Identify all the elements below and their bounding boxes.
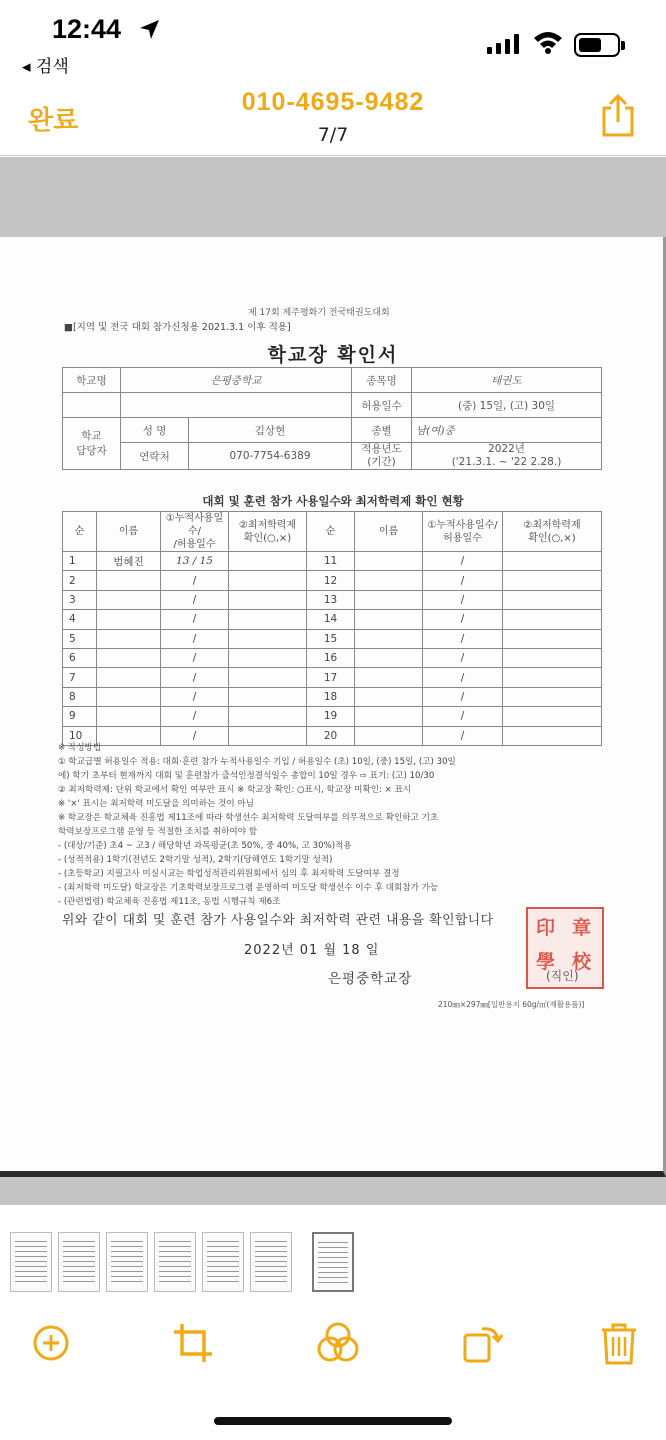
col-days-2: ①누적사용일수/ 허용일수 — [423, 512, 503, 552]
thumbnail-line — [15, 1241, 47, 1242]
row-days-2: / — [423, 648, 503, 667]
row-min-2 — [503, 590, 602, 609]
share-icon[interactable] — [598, 94, 638, 138]
thumbnail-line — [318, 1242, 348, 1243]
row-no: 8 — [63, 687, 97, 706]
page-thumbnail[interactable] — [10, 1232, 52, 1292]
row-name — [97, 687, 161, 706]
thumbnail-line — [318, 1267, 348, 1268]
thumbnail-line — [207, 1251, 239, 1252]
thumbnail-line — [255, 1281, 287, 1282]
row-name-2 — [355, 571, 423, 590]
thumbnail-line — [255, 1256, 287, 1257]
thumbnail-line — [255, 1266, 287, 1267]
row-name: 범혜진 — [97, 552, 161, 571]
row-min — [229, 687, 307, 706]
table-row — [63, 571, 602, 590]
row-min-2 — [503, 552, 602, 571]
instruction-line: ② 최저학력제: 단위 학교에서 확인 여부만 표시 ※ 학교장 확인: ○표시, 학교장 미확인: × 표시 — [58, 785, 412, 795]
instruction-line: - (초등학교) 지필고사 미실시교는 학업성적관리위원회에서 심의 후 최저학력 도달여부 결정 — [58, 869, 400, 879]
student-list-table — [62, 511, 602, 746]
instruction-line: ※ '×' 표시는 최저학력 미도달을 의미하는 것이 아님 — [58, 799, 254, 809]
row-no-2: 17 — [307, 668, 355, 687]
row-min-2 — [503, 687, 602, 706]
row-name — [97, 668, 161, 687]
row-days: / — [161, 629, 229, 648]
row-days-2: / — [423, 629, 503, 648]
thumbnail-line — [255, 1251, 287, 1252]
row-no: 10 — [63, 726, 97, 745]
table-row — [63, 552, 602, 571]
thumbnail-line — [255, 1261, 287, 1262]
navigation-bar — [0, 80, 666, 156]
col-min: ②최저학력제 확인(○,×) — [229, 512, 307, 552]
row-no: 4 — [63, 610, 97, 629]
thumbnail-line — [159, 1271, 191, 1272]
thumbnail-line — [111, 1261, 143, 1262]
principal-signature: 은평중학교장 — [328, 971, 413, 987]
school-label-cont — [63, 393, 121, 418]
thumbnail-line — [255, 1241, 287, 1242]
row-no-2: 18 — [307, 687, 355, 706]
thumbnail-line — [159, 1251, 191, 1252]
col-name: 이름 — [97, 512, 161, 552]
thumbnail-line — [15, 1256, 47, 1257]
page-thumbnail[interactable] — [154, 1232, 196, 1292]
thumbnail-line — [111, 1271, 143, 1272]
col-min-2: ②최저학력제 확인(○,×) — [503, 512, 602, 552]
page-thumbnail[interactable] — [250, 1232, 292, 1292]
page-thumbnail[interactable] — [58, 1232, 100, 1292]
thumbnail-line — [255, 1271, 287, 1272]
page-title: 010-4695-9482 — [241, 88, 425, 116]
table-row — [63, 648, 602, 667]
row-no-2: 16 — [307, 648, 355, 667]
gender-label: 종별 — [352, 418, 412, 443]
row-days-2: / — [423, 552, 503, 571]
row-no: 1 — [63, 552, 97, 571]
thumbnail-line — [63, 1251, 95, 1252]
gender-value: 남(여)중 — [412, 418, 602, 443]
status-time: 12:44 — [52, 14, 122, 44]
row-min-2 — [503, 668, 602, 687]
row-no-2: 15 — [307, 629, 355, 648]
row-min — [229, 629, 307, 648]
instruction-line: 학력보장프로그램 운영 등 적절한 조치를 취하여야 함 — [58, 827, 258, 837]
table-row — [63, 610, 602, 629]
page-thumbnail[interactable] — [106, 1232, 148, 1292]
scanned-page — [0, 237, 666, 1177]
thumbnail-line — [15, 1271, 47, 1272]
thumbnail-line — [207, 1241, 239, 1242]
confirmation-statement: 위와 같이 대회 및 훈련 참가 사용일수와 최저학력 관련 내용을 확인합니다 — [62, 913, 494, 928]
row-days: / — [161, 726, 229, 745]
row-days: 13 / 15 — [161, 552, 229, 571]
manager-label: 학교 담당자 — [63, 418, 121, 470]
instruction-line: - (대상/기준) 초4 ~ 고3 / 해당학년 과목평균(초 50%, 중 40%, 고 30%)적용 — [58, 841, 352, 851]
row-min-2 — [503, 571, 602, 590]
done-button[interactable]: 완료 — [28, 106, 79, 136]
contact-label: 연락처 — [121, 443, 189, 470]
name-label: 성 명 — [121, 418, 189, 443]
thumbnail-line — [111, 1256, 143, 1257]
row-min — [229, 648, 307, 667]
thumbnail-line — [63, 1266, 95, 1267]
row-days: / — [161, 590, 229, 609]
row-no-2: 20 — [307, 726, 355, 745]
thumbnail-line — [207, 1276, 239, 1277]
row-min-2 — [503, 707, 602, 726]
row-name-2 — [355, 610, 423, 629]
thumbnail-line — [63, 1271, 95, 1272]
official-seal-stamp: 印 章 學 校 — [526, 907, 604, 989]
row-days: / — [161, 707, 229, 726]
event-value: 태권도 — [412, 368, 602, 393]
doc-header-applicability: ■[지역 및 전국 대회 참가신청용 2021.3.1 이후 적용] — [64, 322, 291, 333]
table-row — [63, 707, 602, 726]
row-min-2 — [503, 610, 602, 629]
thumbnail-line — [159, 1281, 191, 1282]
row-no: 3 — [63, 590, 97, 609]
thumbnail-line — [159, 1261, 191, 1262]
thumbnail-line — [207, 1271, 239, 1272]
thumbnail-line — [63, 1261, 95, 1262]
school-info-table — [62, 367, 602, 470]
contact-value: 070-7754-6389 — [189, 443, 352, 470]
allowed-days-value: (중) 15일, (고) 30일 — [412, 393, 602, 418]
battery-icon — [574, 33, 620, 57]
row-min — [229, 668, 307, 687]
thumbnail-line — [207, 1261, 239, 1262]
row-name-2 — [355, 629, 423, 648]
col-no-2: 순 — [307, 512, 355, 552]
row-min — [229, 571, 307, 590]
thumbnail-line — [111, 1281, 143, 1282]
filter-icon[interactable] — [313, 1318, 363, 1368]
row-name — [97, 707, 161, 726]
row-no: 9 — [63, 707, 97, 726]
status-bar — [0, 0, 666, 80]
writing-instructions — [58, 741, 608, 909]
location-arrow-icon — [138, 18, 162, 42]
row-no: 6 — [63, 648, 97, 667]
row-days-2: / — [423, 610, 503, 629]
thumbnail-line — [15, 1281, 47, 1282]
thumbnail-line — [111, 1246, 143, 1247]
bottom-toolbar — [0, 1318, 666, 1378]
page-thumbnail-strip[interactable] — [0, 1232, 666, 1296]
table-row — [63, 629, 602, 648]
row-name-2 — [355, 552, 423, 571]
thumbnail-line — [111, 1241, 143, 1242]
name-value: 김상현 — [189, 418, 352, 443]
row-no-2: 13 — [307, 590, 355, 609]
period-value: ('21.3.1. ~ '22 2.28.) — [451, 456, 562, 468]
home-indicator[interactable] — [214, 1417, 452, 1425]
thumbnail-line — [207, 1246, 239, 1247]
row-min-2 — [503, 629, 602, 648]
thumbnail-line — [207, 1281, 239, 1282]
row-no-2: 19 — [307, 707, 355, 726]
thumbnail-line — [63, 1246, 95, 1247]
instruction-line: ① 학교급별 허용일수 적용: 대회·훈련 참가 누적사용일수 기입 / 허용일수 (초) 10일, (중) 15일, (고) 30일 — [58, 757, 456, 767]
thumbnail-line — [318, 1262, 348, 1263]
doc-header-competition: 제 17회 제주평화기 전국태권도대회 — [248, 308, 390, 318]
thumbnail-line — [15, 1251, 47, 1252]
instruction-line: ※ 학교장은 학교체육 진흥법 제11조에 따라 학생선수 최저학력 도달여부를 의무적으로 확인하고 기초 — [58, 813, 439, 823]
row-no: 7 — [63, 668, 97, 687]
row-days-2: / — [423, 571, 503, 590]
doc-title: 학교장 확인서 — [267, 344, 399, 366]
thumbnail-line — [15, 1246, 47, 1247]
crop-icon[interactable] — [168, 1318, 218, 1368]
confirmation-date: 2022년 01 월 18 일 — [244, 943, 380, 958]
instruction-line: - (관련법령) 학교체육 진흥법 제11조, 동법 시행규칙 제6조 — [58, 897, 281, 907]
thumbnail-line — [63, 1276, 95, 1277]
row-min — [229, 590, 307, 609]
rotate-icon[interactable] — [458, 1318, 508, 1368]
document-viewer[interactable] — [0, 157, 666, 1205]
row-name — [97, 610, 161, 629]
trash-icon[interactable] — [594, 1318, 644, 1368]
year-label: 적용년도 (기간) — [352, 443, 412, 470]
row-name-2 — [355, 668, 423, 687]
row-days-2: / — [423, 668, 503, 687]
page-thumbnail[interactable] — [312, 1232, 354, 1292]
table-row — [63, 687, 602, 706]
thumbnail-line — [159, 1241, 191, 1242]
thumbnail-line — [63, 1256, 95, 1257]
back-to-search-link[interactable]: ◂ 검색 — [22, 57, 69, 77]
thumbnail-line — [63, 1241, 95, 1242]
row-name — [97, 590, 161, 609]
thumbnail-line — [15, 1266, 47, 1267]
year-cell — [412, 443, 602, 470]
row-no-2: 14 — [307, 610, 355, 629]
thumbnail-line — [318, 1272, 348, 1273]
row-days: / — [161, 610, 229, 629]
row-name — [97, 648, 161, 667]
thumbnail-line — [111, 1266, 143, 1267]
allowed-days-label: 허용일수 — [352, 393, 412, 418]
seal-label: (직인) — [546, 969, 579, 983]
instruction-line: ※ 작성방법 — [58, 743, 102, 753]
thumbnail-line — [255, 1246, 287, 1247]
thumbnail-line — [318, 1282, 348, 1283]
event-label: 종목명 — [352, 368, 412, 393]
list-subtitle: 대회 및 훈련 참가 사용일수와 최저학력제 확인 현황 — [202, 494, 464, 508]
row-days: / — [161, 687, 229, 706]
thumbnail-line — [318, 1277, 348, 1278]
row-name-2 — [355, 648, 423, 667]
school-value-cont — [121, 393, 352, 418]
row-name-2 — [355, 687, 423, 706]
col-days: ①누적사용일수/ /허용일수 — [161, 512, 229, 552]
page-indicator: 7/7 — [317, 124, 349, 146]
row-no-2: 12 — [307, 571, 355, 590]
row-min — [229, 552, 307, 571]
row-min — [229, 610, 307, 629]
page-thumbnail[interactable] — [202, 1232, 244, 1292]
school-value: 은평중학교 — [121, 368, 352, 393]
row-days: / — [161, 571, 229, 590]
thumbnail-line — [111, 1251, 143, 1252]
row-no: 5 — [63, 629, 97, 648]
wifi-icon — [532, 30, 564, 54]
instruction-line: - (성적적용) 1학기(전년도 2학기말 성적), 2학기(당해연도 1학기말 성적) — [58, 855, 333, 865]
row-no: 2 — [63, 571, 97, 590]
row-name-2 — [355, 707, 423, 726]
add-icon[interactable] — [26, 1318, 76, 1368]
row-days: / — [161, 648, 229, 667]
thumbnail-line — [207, 1256, 239, 1257]
thumbnail-line — [111, 1276, 143, 1277]
year-value: 2022년 — [488, 443, 525, 455]
row-days-2: / — [423, 687, 503, 706]
row-days-2: / — [423, 707, 503, 726]
thumbnail-line — [159, 1246, 191, 1247]
list-header-row — [63, 512, 602, 552]
thumbnail-line — [318, 1247, 348, 1248]
row-name — [97, 571, 161, 590]
school-label: 학교명 — [63, 368, 121, 393]
row-days-2: / — [423, 590, 503, 609]
instruction-line: 에) 학기 초부터 현재까지 대회 및 훈련참가 출석인정결석일수 총합이 10일 경우 ⇨ 표기: (고) 10/30 — [58, 771, 435, 781]
thumbnail-line — [318, 1252, 348, 1253]
row-days: / — [161, 668, 229, 687]
thumbnail-line — [159, 1276, 191, 1277]
row-name — [97, 629, 161, 648]
col-no: 순 — [63, 512, 97, 552]
row-name-2 — [355, 590, 423, 609]
thumbnail-line — [159, 1256, 191, 1257]
row-min-2 — [503, 648, 602, 667]
paper-spec: 210㎜×297㎜[일반용지 60g/㎡(재활용품)] — [438, 1000, 585, 1009]
cellular-signal-icon — [487, 34, 521, 54]
thumbnail-line — [63, 1281, 95, 1282]
instruction-line: - (최저학력 미도달) 학교장은 기초학력보장프로그램 운영하여 미도달 학생선수 이수 후 대회참가 가능 — [58, 883, 439, 893]
row-min — [229, 707, 307, 726]
thumbnail-line — [255, 1276, 287, 1277]
thumbnail-line — [318, 1257, 348, 1258]
row-no-2: 11 — [307, 552, 355, 571]
table-row — [63, 590, 602, 609]
thumbnail-line — [15, 1261, 47, 1262]
thumbnail-line — [159, 1266, 191, 1267]
thumbnail-line — [15, 1276, 47, 1277]
col-name-2: 이름 — [355, 512, 423, 552]
thumbnail-line — [207, 1266, 239, 1267]
row-days-2: / — [423, 726, 503, 745]
table-row — [63, 668, 602, 687]
